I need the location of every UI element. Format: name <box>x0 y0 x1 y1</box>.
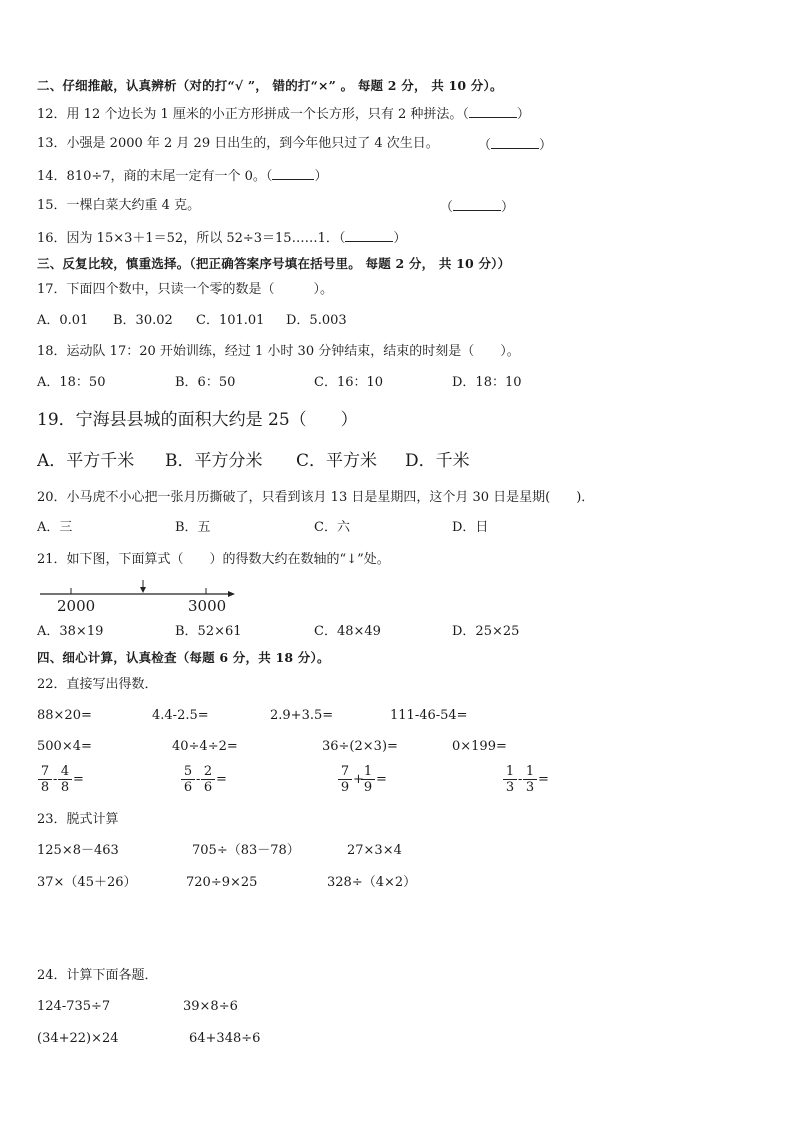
fraction: $\frac{1}{3}$ <box>523 764 537 795</box>
question-13-answer: （ ） <box>478 138 553 153</box>
q24-item: 124-735÷7 <box>37 999 111 1014</box>
q22-item: 500×4= <box>37 739 92 754</box>
question-15-answer: （ ） <box>440 200 515 215</box>
q24-item: (34+22)×24 <box>37 1031 119 1046</box>
question-18: 18．运动队 17：20 开始训练，经过 1 小时 30 分钟结束，结束的时刻是（ ）。 <box>37 344 520 359</box>
q19-option-c[interactable]: C．平方米 <box>296 451 378 471</box>
q21-option-c[interactable]: C．48×49 <box>314 624 381 639</box>
q21-option-a[interactable]: A．38×19 <box>37 624 104 639</box>
q17-option-b[interactable]: B．30.02 <box>113 313 173 328</box>
q22-item: 0×199= <box>452 739 507 754</box>
question-14: 14．810÷7，商的末尾一定有一个 0。（ ） <box>37 169 328 184</box>
section-3-header: 三、反复比较，慎重选择。（把正确答案序号填在括号里。 每题 2 分， 共 10 分）） <box>37 256 511 271</box>
q18-option-c[interactable]: C．16：10 <box>314 375 384 390</box>
question-15: 15．一棵白菜大约重 4 克。 <box>37 198 201 213</box>
q23-item: 720÷9×25 <box>186 875 258 890</box>
q20-option-d[interactable]: D．日 <box>452 520 489 535</box>
q20-option-b[interactable]: B．五 <box>175 520 211 535</box>
fraction: $\frac{7}{8}$ <box>38 764 52 795</box>
answer-blank[interactable] <box>453 198 501 211</box>
q17-option-a[interactable]: A．0.01 <box>37 313 89 328</box>
equals: = <box>73 772 84 787</box>
q24-item: 64+348÷6 <box>189 1031 261 1046</box>
answer-blank[interactable] <box>469 105 517 118</box>
q22-item: 2.9+3.5= <box>270 708 334 723</box>
q17-option-d[interactable]: D．5.003 <box>286 313 347 328</box>
q22-item: 40÷4÷2= <box>172 739 238 754</box>
question-21: 21．如下图，下面算式（ ）的得数大约在数轴的“↓”处。 <box>37 552 390 567</box>
q19-option-d[interactable]: D．千米 <box>405 451 470 471</box>
q23-item: 125×8－463 <box>37 843 119 858</box>
question-13: 13．小强是 2000 年 2 月 29 日出生的，到今年他只过了 4 次生日。 <box>37 136 439 151</box>
section-2-header: 二、仔细推敲，认真辨析（对的打“√ ”， 错的打“×” 。 每题 2 分， 共 10 分）。 <box>37 78 503 93</box>
answer-blank[interactable] <box>272 167 314 180</box>
fraction: $\frac{1}{3}$ <box>503 764 517 795</box>
q19-option-b[interactable]: B．平方分米 <box>165 451 263 471</box>
section-4-header: 四、细心计算，认真检查（每题 6 分，共 18 分）。 <box>37 650 330 665</box>
question-16: 16．因为 15×3＋1＝52，所以 52÷3＝15……1．（ ） <box>37 231 407 246</box>
equals: = <box>376 772 387 787</box>
axis-arrowhead <box>228 591 235 597</box>
axis-label-3000: 3000 <box>188 597 227 615</box>
axis-label-2000: 2000 <box>57 597 96 615</box>
question-23-title: 23．脱式计算 <box>37 812 119 827</box>
equals: = <box>538 772 549 787</box>
fraction: $\frac{7}{9}$ <box>338 764 352 795</box>
fraction: $\frac{2}{6}$ <box>201 764 215 795</box>
operator: - <box>196 772 201 787</box>
answer-blank[interactable] <box>345 229 393 242</box>
question-17: 17．下面四个数中，只读一个零的数是（ ）。 <box>37 282 334 297</box>
fraction: $\frac{1}{9}$ <box>361 764 375 795</box>
question-19: 19．宁海县县城的面积大约是 25（ ） <box>37 410 358 430</box>
q22-item: 111-46-54= <box>390 708 468 723</box>
answer-blank[interactable] <box>491 136 539 149</box>
operator: - <box>53 772 58 787</box>
q20-option-a[interactable]: A．三 <box>37 520 73 535</box>
q17-option-c[interactable]: C．101.01 <box>196 313 265 328</box>
operator: + <box>353 772 364 787</box>
question-12: 12．用 12 个边长为 1 厘米的小正方形拼成一个长方形，只有 2 种拼法。（ ） <box>37 107 530 122</box>
q22-item: 88×20= <box>37 708 92 723</box>
q22-item: 4.4-2.5= <box>152 708 209 723</box>
q24-item: 39×8÷6 <box>183 999 238 1014</box>
q22-item: 36÷(2×3)= <box>322 739 398 754</box>
q23-item: 27×3×4 <box>347 843 402 858</box>
operator: - <box>518 772 523 787</box>
q18-option-d[interactable]: D．18：10 <box>452 375 522 390</box>
q23-item: 37×（45＋26） <box>37 875 137 890</box>
fraction: $\frac{4}{8}$ <box>58 764 72 795</box>
q23-item: 328÷（4×2） <box>327 875 417 890</box>
q18-option-b[interactable]: B．6：50 <box>175 375 236 390</box>
equals: = <box>216 772 227 787</box>
down-arrow-icon <box>140 587 146 593</box>
q19-option-a[interactable]: A．平方千米 <box>37 451 135 471</box>
q23-item: 705÷（83－78） <box>192 843 300 858</box>
question-20: 20．小马虎不小心把一张月历撕破了，只看到该月 13 日是星期四，这个月 30 日是星期( )． <box>37 490 595 505</box>
question-24-title: 24．计算下面各题． <box>37 968 158 983</box>
q21-option-d[interactable]: D．25×25 <box>452 624 520 639</box>
q18-option-a[interactable]: A．18：50 <box>37 375 106 390</box>
q21-option-b[interactable]: B．52×61 <box>175 624 242 639</box>
fraction: $\frac{5}{6}$ <box>181 764 195 795</box>
q20-option-c[interactable]: C．六 <box>314 520 350 535</box>
question-22-title: 22．直接写出得数． <box>37 677 158 692</box>
